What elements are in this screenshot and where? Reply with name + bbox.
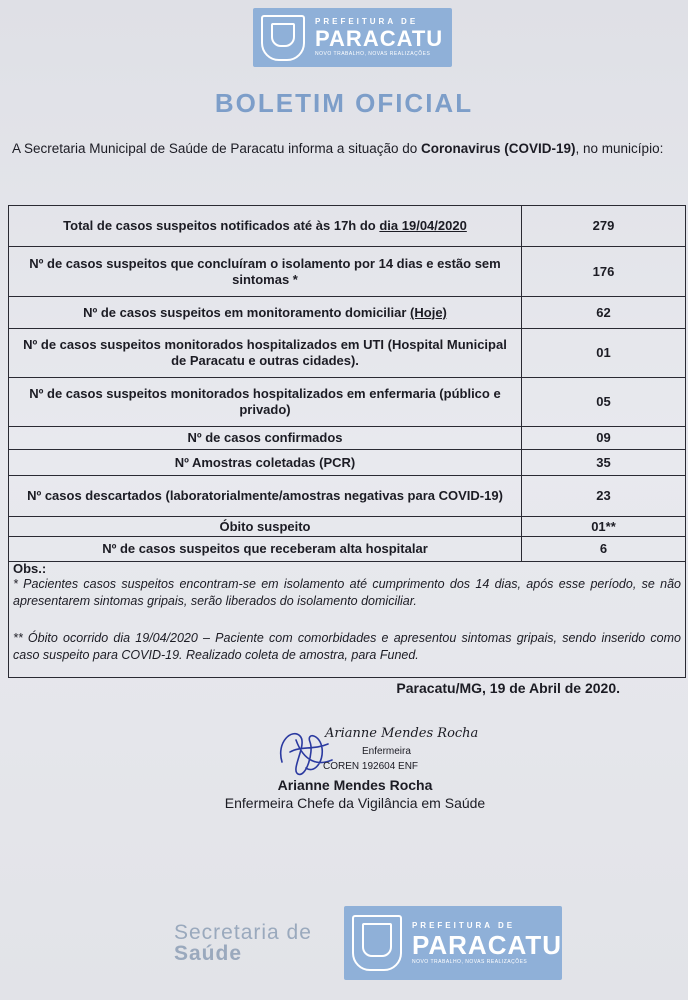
row-value: 09 [522,427,686,450]
row-label: Nº casos descartados (laboratorialmente/amostras negativas para COVID-19) [9,476,522,517]
obs-note-2: ** Óbito ocorrido dia 19/04/2020 – Paciente com comorbidades e apresentou sintomas gripais, sendo inserido como caso suspeito para COVID-19. Realizado coleta de amostra, para Funed. [13,631,681,662]
row-label: Nº de casos suspeitos monitorados hospitalizados em enfermaria (público e privado) [9,378,522,427]
table-row [9,476,686,517]
table-row [9,206,686,247]
document-date: Paracatu/MG, 19 de Abril de 2020. [396,680,620,696]
row-value: 35 [522,450,686,476]
row-value: 01** [522,517,686,537]
obs-title: Obs.: [13,561,47,576]
obs-note-1: * Pacientes casos suspeitos encontram-se em isolamento até cumprimento dos 14 dias, após esse período, se não apresentarem sintomas gripais, serão liberados do isolamento domiciliar. [13,577,681,608]
intro-after: , no município: [575,141,664,156]
logo-prefeitura-text: PREFEITURA DE [411,920,516,930]
intro-paragraph [12,140,672,158]
intro-before: A Secretaria Municipal de Saúde de Paracatu informa a situação do [12,141,421,156]
bulletin-table [8,205,686,562]
row-label: Nº de casos suspeitos monitorados hospitalizados em UTI (Hospital Municipal de Paracatu e outras cidades). [9,329,522,378]
row-value: 23 [522,476,686,517]
table-row [9,247,686,297]
table-row [9,297,686,329]
logo-prefeitura-text: PREFEITURA DE [315,17,419,26]
signature-script-name: Arianne Mendes Rocha [325,726,479,741]
row-label: Óbito suspeito [9,517,522,537]
row-label: Nº de casos confirmados [9,427,522,450]
prefeitura-logo-top [253,8,452,67]
row-value: 176 [522,247,686,297]
row-value: 05 [522,378,686,427]
observations-box [8,561,686,678]
logo-slogan-text: NOVO TRABALHO, NOVAS REALIZAÇÕES [315,51,431,57]
row-label: Total de casos suspeitos notificados até às 17h do dia 19/04/2020 [9,206,522,247]
row-label: Nº de casos suspeitos em monitoramento domiciliar (Hoje) [9,297,522,329]
stamp-coren: COREN 192604 ENF [323,761,419,772]
page-title: BOLETIM OFICIAL [214,88,474,118]
row-value: 62 [522,297,686,329]
logo-city-text: PARACATU [411,929,562,960]
crest-icon [352,915,402,971]
row-label: Nº Amostras coletadas (PCR) [9,450,522,476]
table-row [9,537,686,562]
table-row [9,517,686,537]
row-label: Nº de casos suspeitos que concluíram o isolamento por 14 dias e estão sem sintomas * [9,247,522,297]
intro-bold: Coronavirus (COVID-19) [421,141,576,156]
secretaria-saude-logo [174,922,312,964]
row-value: 01 [522,329,686,378]
stamp-role: Enfermeira [362,746,411,757]
table-row [9,450,686,476]
logo-slogan-text: NOVO TRABALHO, NOVAS REALIZAÇÕES [411,958,528,965]
logo-city-text: PARACATU [315,26,444,51]
table-row [9,329,686,378]
secretaria-line-2: Saúde [174,942,243,965]
secretaria-line-1: Secretaria de [174,921,312,944]
prefeitura-logo-bottom [344,906,562,980]
signatory-role: Enfermeira Chefe da Vigilância em Saúde [224,795,486,811]
table-row [9,427,686,450]
crest-icon [261,15,305,61]
signatory-name: Arianne Mendes Rocha [277,777,433,793]
row-value: 6 [522,537,686,562]
row-label: Nº de casos suspeitos que receberam alta hospitalar [9,537,522,562]
table-row [9,378,686,427]
row-value: 279 [522,206,686,247]
